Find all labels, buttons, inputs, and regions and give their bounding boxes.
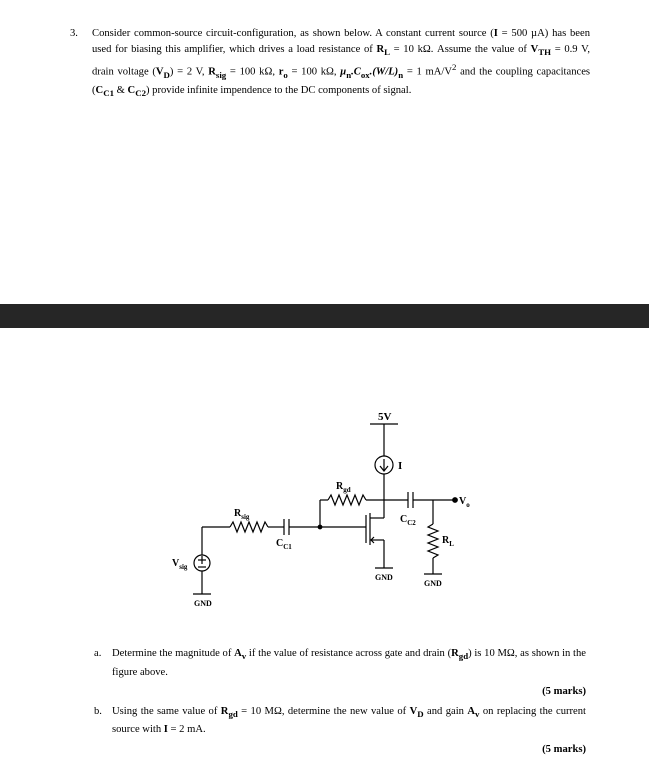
vsig-label: $V_{sig}$ — [172, 558, 188, 571]
rl-resistor — [428, 524, 438, 558]
question-parts — [94, 646, 586, 761]
part-a-label: a. — [94, 648, 102, 659]
vo-node — [453, 498, 458, 503]
rsig-resistor — [230, 522, 268, 532]
gnd-source-label: GND — [194, 599, 212, 608]
gate-node — [318, 525, 322, 529]
rsig-label: $R_{sig}$ — [234, 508, 250, 521]
circuit-svg — [150, 400, 480, 620]
vo-label: $V_o$ — [459, 496, 470, 509]
question-block — [70, 26, 590, 102]
question-number: 3. — [70, 28, 78, 39]
cc1-label: $C_{C1}$ — [276, 538, 292, 551]
part-a-marks: (5 marks) — [542, 686, 586, 698]
current-label: I — [398, 460, 403, 472]
supply-label: 5V — [378, 411, 392, 423]
part-b: b. Using the same value of $R_{gd} = 10$ MΩ, determine the new value of $V_D$ and gain $A_v$ on replacing the current source with I = 2 mA. — [94, 705, 586, 736]
page-separator-bar — [0, 304, 649, 328]
cc2-label: $C_{C2}$ — [400, 514, 416, 527]
part-a: a. Determine the magnitude of $A_v$ if the value of resistance across gate and drain $(R_{gd})$ is 10 MΩ, as shown in the figure above. — [94, 648, 586, 678]
circuit-diagram — [150, 400, 480, 620]
rgd-label: $R_{gd}$ — [336, 481, 351, 494]
part-b-marks: (5 marks) — [542, 743, 586, 755]
part-b-label: b. — [94, 705, 102, 717]
gnd-mosfet-label: GND — [375, 573, 393, 582]
question-text: Consider common-source circuit-configuration, as shown below. A constant current source (I = 500 µA) has been used for biasing this amplifier, which drives a load resistance of $R_L = 10$ kΩ. Assume the value of $V_{TH} = 0.9$ V, drain voltage $(V_D) = 2$ V, $R_{sig} = 100$ kΩ, $r_o = 100$ kΩ, $\mu_n.C_{ox}.(W/L)_n = 1$ $mA/V^2$ and the coupling capacitances ($C_{C1}$ & $C_{C2}$) provide infinite impendence to the DC components of signal. — [92, 28, 591, 99]
gnd-load-label: GND — [424, 579, 442, 588]
rl-label: $R_L$ — [442, 535, 454, 548]
rgd-resistor — [328, 495, 366, 505]
